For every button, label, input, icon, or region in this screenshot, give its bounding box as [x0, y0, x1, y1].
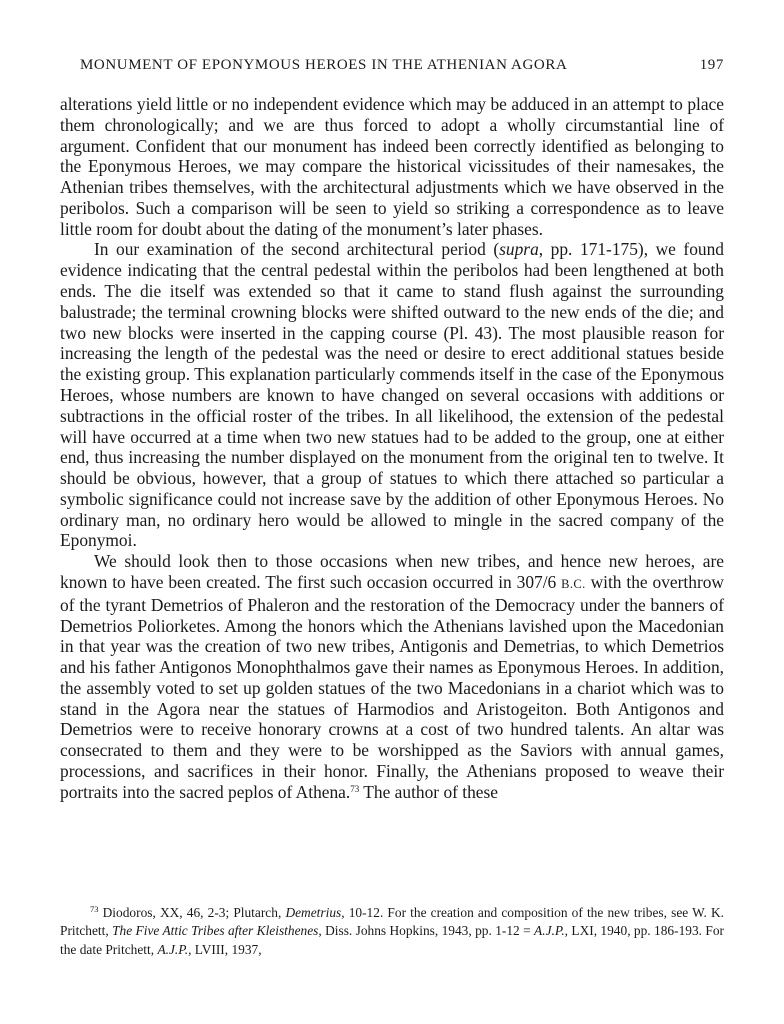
footnote-reference[interactable]: 73: [350, 783, 360, 794]
footnote-text-5: , LVIII, 1937,: [188, 941, 262, 957]
footnote-title-demetrius: Demetrius: [285, 905, 342, 920]
paragraph-2-text-b: , pp. 171-175), we found evidence indicating that the central pedestal within the peribolos had been lengthened at both ends. The die itself was extended so that it came to stand flush against the surrounding balustrade; the terminal crowning blocks were shifted outward to the new ends of the die; and two new blocks were inserted in the capping course (Pl. 43). The most plausible reason for increasing the length of the pedestal was the need or desire to erect additional statues beside the existing group. This explanation particularly commends itself in the case of the Eponymous Heroes, whose numbers are known to have changed on several occasions with additions or subtractions in the official roster of the tribes. In all likelihood, the extension of the pedestal will have occurred at a time when two new statues had to be added to the group, one at either end, thus increasing the number displayed on the monument from the original ten to twelve. It should be obvious, however, that a group of statues to which there attached so particular a symbolic significance could not increase save by the addition of other Eponymous Heroes. No ordinary man, no ordinary hero would be allowed to mingle in the sacred company of the Eponymoi.: [60, 239, 724, 551]
paragraph-3-text-c: The author of these: [359, 781, 499, 802]
running-header: [60, 57, 724, 79]
paragraph-3: [60, 551, 724, 802]
footnote-text-4: , LXI, 1940, pp. 186-193. For the date Pritchett,: [60, 923, 724, 957]
footnote-journal-ajp-2: A.J.P.: [157, 941, 189, 957]
footnotes: [60, 904, 724, 959]
paragraph-2: [60, 239, 724, 551]
footnote-text-1: Diodoros, XX, 46, 2-3; Plutarch,: [98, 905, 286, 920]
footnote-text-2: , 10-12. For the creation and composition of the new tribes, see W. K. Pritchett,: [60, 905, 724, 939]
paragraph-1: [60, 94, 724, 239]
paragraph-2-text-a: In our examination of the second architectural period (: [94, 239, 500, 260]
footnote-text-3: , Diss. Johns Hopkins, 1943, pp. 1-12 =: [318, 923, 535, 939]
era-abbreviation: B.C.: [561, 576, 586, 591]
paragraph-3-text-b: with the overthrow of the tyrant Demetrios of Phaleron and the restoration of the Democracy under the banners of Demetrios Poliorketes. Among the honors which the Athenians lavished upon the Macedonian in that year was the creation of two new tribes, Antigonis and Demetrias, to which Demetrios and his father Antigonos Monophthalmos gave their names as Eponymous Heroes. In addition, the assembly voted to set up golden statues of the two Macedonians in a chariot which was to stand in the Agora near the statues of Harmodios and Aristogeiton. Both Antigonos and Demetrios were to receive honorary crowns at a cost of two hundred talents. An altar was consecrated to them and they were to be worshipped as the Saviors with annual games, processions, and sacrifices in their honor. Finally, the Athenians proposed to weave their portraits into the sacred peplos of Athena.: [60, 571, 724, 802]
body-text: [60, 94, 724, 803]
footnote-title-five-attic-tribes: The Five Attic Tribes after Kleisthenes: [112, 923, 319, 939]
supra-reference: supra: [499, 239, 539, 260]
paragraph-3-text-a: We should look then to those occasions when new tribes, and hence new heroes, are known to have been created. The first such occasion occurred in 307/6: [60, 551, 724, 592]
page-number: 197: [699, 57, 724, 73]
running-title: MONUMENT OF EPONYMOUS HEROES IN THE ATHENIAN AGORA: [80, 57, 568, 73]
footnote-73: [60, 904, 724, 959]
paragraph-1-text: alterations yield little or no independent evidence which may be adduced in an attempt to place them chronologically; and we are thus forced to adopt a wholly circumstantial line of argument. Confident that our monument has indeed been correctly identified as belonging to the Eponymous Heroes, we may compare the historical vicissitudes of their namesakes, the Athenian tribes themselves, with the architectural adjustments which we have observed in the peribolos. Such a comparison will be seen to yield so striking a correspondence as to leave little room for doubt about the dating of the monument’s later phases.: [60, 94, 724, 239]
footnote-mark: 73: [90, 904, 99, 914]
footnote-journal-ajp-1: A.J.P.: [534, 923, 565, 939]
